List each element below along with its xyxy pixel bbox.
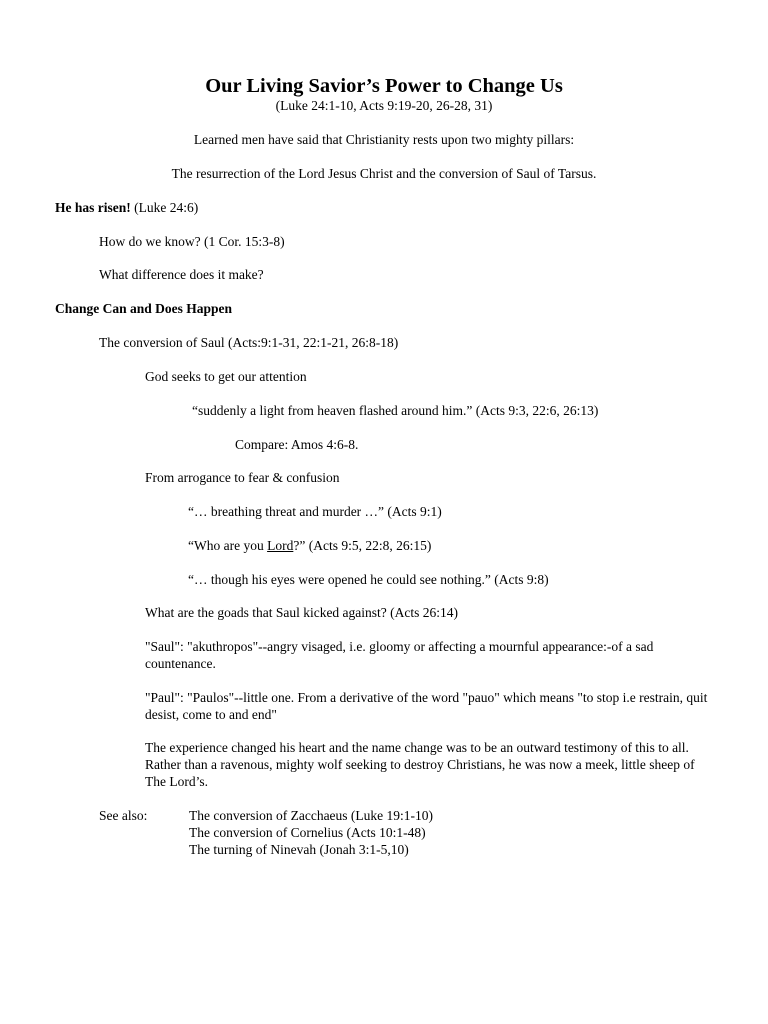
see-also-item: The conversion of Cornelius (Acts 10:1-48) — [189, 825, 426, 840]
see-also-item: The conversion of Zacchaeus (Luke 19:1-10) — [189, 808, 434, 823]
see-also-item: The turning of Ninevah (Jonah 3:1-5,10) — [189, 842, 409, 857]
pillars-line: The resurrection of the Lord Jesus Christ and the conversion of Saul of Tarsus. — [171, 166, 597, 181]
paul-definition: "Paul": "Paulos"--little one. From a derivative of the word "pauo" which means "to stop i.e restrain, quit desist, come to and end" — [145, 690, 708, 722]
question-how-know: How do we know? (1 Cor. 15:3-8) — [99, 234, 285, 249]
section-heading-change: Change Can and Does Happen — [55, 301, 233, 316]
conversion-of-saul: The conversion of Saul (Acts:9:1-31, 22:1-21, 26:8-18) — [99, 335, 399, 350]
see-also-label: See also: — [99, 808, 148, 823]
experience-paragraph: The experience changed his heart and the name change was to be an outward testimony of this to all. Rather than a ravenous, mighty wolf seeking to destroy Christians, he was now a meek, little sheep of The Lord’s. — [145, 740, 695, 789]
risen-ref: (Luke 24:6) — [130, 200, 199, 215]
page-subtitle: (Luke 24:1-10, Acts 9:19-20, 26-28, 31) — [275, 98, 493, 113]
quote2-pre: “Who are you — [188, 538, 268, 553]
question-difference: What difference does it make? — [99, 267, 264, 282]
quote-see-nothing: “… though his eyes were opened he could see nothing.” (Acts 9:8) — [188, 572, 549, 587]
saul-definition: "Saul": "akuthropos"--angry visaged, i.e. gloomy or affecting a mournful appearance:-of a sad countenance. — [145, 639, 654, 671]
see-also-list — [189, 807, 433, 858]
arrogance-line: From arrogance to fear & confusion — [145, 470, 340, 485]
section-heading-risen — [55, 199, 198, 216]
quote-threat: “… breathing threat and murder …” (Acts 9:1) — [188, 504, 442, 519]
quote2-lord: Lord — [267, 538, 294, 553]
intro-line: Learned men have said that Christianity rests upon two mighty pillars: — [193, 132, 575, 147]
attention-line: God seeks to get our attention — [145, 369, 307, 384]
light-quote: “suddenly a light from heaven flashed around him.” (Acts 9:3, 22:6, 26:13) — [192, 403, 599, 418]
risen-bold: He has risen! — [55, 200, 131, 215]
compare-line: Compare: Amos 4:6-8. — [235, 437, 359, 452]
quote2-post: ?” (Acts 9:5, 22:8, 26:15) — [293, 538, 432, 553]
page-title: Our Living Savior’s Power to Change Us — [205, 75, 563, 97]
quote-who-are-you — [188, 537, 431, 554]
goads-line: What are the goads that Saul kicked against? (Acts 26:14) — [145, 605, 459, 620]
